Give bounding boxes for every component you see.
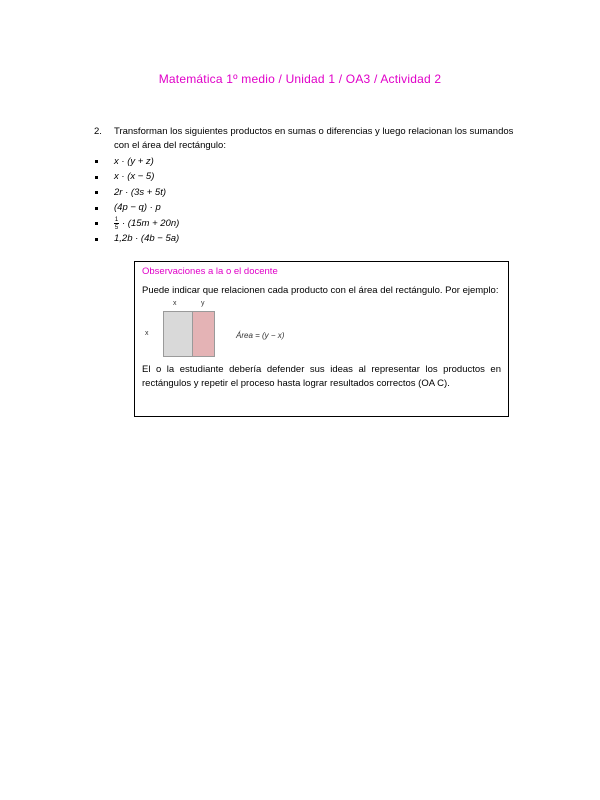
figure-label-top-left: x [173,300,177,307]
bullet-icon [95,238,98,241]
fraction-numerator: 1 [114,216,119,223]
bullet-icon [95,207,98,210]
teacher-notes-box [134,261,509,417]
expression: x · (x − 5) [114,171,155,183]
fraction [114,217,119,231]
exercise-number: 2. [94,126,102,137]
expression: 1,2b · (4b − 5a) [114,233,180,245]
expression-list [94,154,530,247]
list-item [94,170,530,186]
bullet-icon [95,222,98,225]
figure-label-side: x [145,330,149,337]
list-item [94,154,530,170]
exercise-2 [94,125,530,247]
list-item [94,185,530,201]
notes-conclusion: El o la estudiante debería defender sus ideas al representar los productos en rectángulos y repetir el proceso hasta lograr resultados correctos (OA C). [142,364,501,389]
rectangle-pink [193,311,215,357]
list-item [94,201,530,217]
list-item [94,216,530,232]
list-item [94,232,530,248]
expression: · (15m + 20n) [122,217,180,229]
notes-text: Puede indicar que relacionen cada producto con el área del rectángulo. Por ejemplo: [142,285,499,296]
bullet-icon [95,176,98,179]
exercise-instructions: Transforman los siguientes productos en sumas o diferencias y luego relacionan los sumandos con el área del rectángulo: [114,126,514,151]
page-header: Matemática 1º medio / Unidad 1 / OA3 / Actividad 2 [158,72,442,86]
bullet-icon [95,191,98,194]
expression: 2r · (3s + 5t) [114,186,166,198]
expression: x · (y + z) [114,155,154,167]
notes-title: Observaciones a la o el docente [142,266,278,277]
figure-equation: Área = (y − x) [236,331,285,340]
bullet-icon [95,160,98,163]
rectangle-figure [142,299,501,361]
rectangle-gray [163,311,193,357]
expression: (4p − q) · p [114,202,161,214]
figure-label-top-right: y [201,300,205,307]
fraction-denominator: 5 [114,224,119,231]
